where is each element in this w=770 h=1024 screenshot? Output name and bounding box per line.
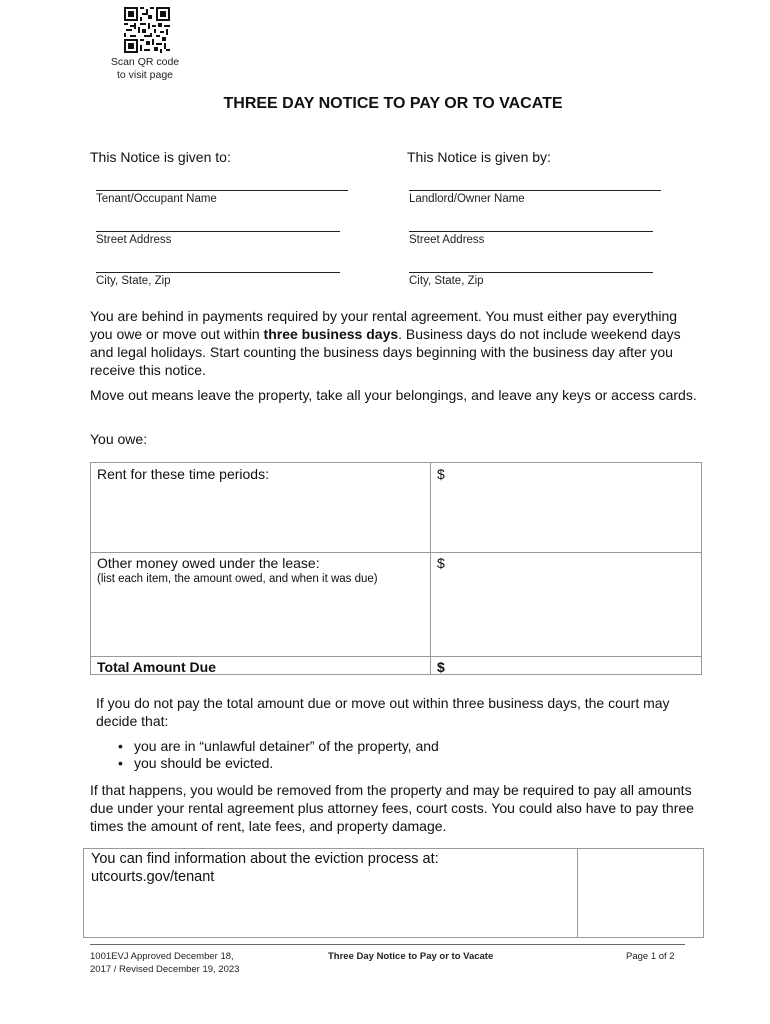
list-item [118,755,273,771]
move-out-paragraph: Move out means leave the property, take all your belongings, and leave any keys or access cards. [90,387,697,403]
info-box-divider [577,848,578,938]
footer-rule [90,944,685,945]
notice-text-bold: three business days [263,326,399,342]
rent-periods-label: Rent for these time periods: [97,466,269,482]
bullet-text: you should be evicted. [134,755,274,771]
notice-text-end: . Business days do not include weekend days and legal holidays. Start counting the business days beginning with the business day after you receive this notice. [90,326,681,378]
tenant-name-label: Tenant/Occupant Name [96,193,217,205]
info-text: You can find information about the eviction process at: [91,851,439,867]
qr-caption-line1: Scan QR code [110,56,180,68]
landlord-street-label: Street Address [409,234,485,246]
landlord-city-line[interactable] [409,272,653,273]
landlord-city-label: City, State, Zip [409,275,484,287]
other-money-label: Other money owed under the lease: [97,555,320,571]
you-owe-label: You owe: [90,431,148,447]
qr-caption [100,56,190,82]
rent-amount-field[interactable]: $ [437,466,445,482]
info-link[interactable]: utcourts.gov/tenant [91,869,215,885]
total-amount-label: Total Amount Due [97,659,216,675]
consequence-intro: If you do not pay the total amount due or move out within three business days, the court may decide that: [96,695,670,729]
given-by-heading: This Notice is given by: [407,149,551,165]
tenant-name-line[interactable] [96,190,348,191]
form-number-line1: 1001EVJ Approved December 18, [90,951,234,962]
notice-paragraph [90,307,700,379]
bullet-icon: • [118,755,123,771]
landlord-name-label: Landlord/Owner Name [409,193,525,205]
qr-code[interactable] [124,7,170,53]
list-item [118,738,439,754]
other-money-note: (list each item, the amount owed, and when it was due) [97,573,378,585]
other-amount-field[interactable]: $ [437,555,445,571]
landlord-street-line[interactable] [409,231,653,232]
table-column-divider [430,462,431,675]
tenant-street-label: Street Address [96,234,172,246]
footer-title: Three Day Notice to Pay or to Vacate [328,951,494,962]
table-row-divider [90,656,702,657]
given-to-heading: This Notice is given to: [90,149,231,165]
bullet-icon: • [118,738,123,754]
notice-text-start: You are behind in payments required by your rental agreement. You must either pay everything you owe or move out within [90,308,678,342]
page-number: Page 1 of 2 [626,951,675,962]
total-amount-field[interactable]: $ [437,659,445,675]
landlord-name-line[interactable] [409,190,661,191]
table-row-divider [90,552,702,553]
tenant-city-label: City, State, Zip [96,275,171,287]
document-title: THREE DAY NOTICE TO PAY OR TO VACATE [223,95,563,112]
tenant-street-line[interactable] [96,231,340,232]
qr-caption-line2: to visit page [116,69,174,81]
form-number [90,950,239,976]
bullet-text: you are in “unlawful detainer” of the property, and [134,738,439,754]
form-number-line2: 2017 / Revised December 19, 2023 [90,964,240,975]
consequence-after: If that happens, you would be removed from the property and may be required to pay all amounts due under your rental agreement plus attorney fees, court costs. You could also have to pay three times the amount of rent, late fees, and property damage. [90,782,694,834]
tenant-city-line[interactable] [96,272,340,273]
